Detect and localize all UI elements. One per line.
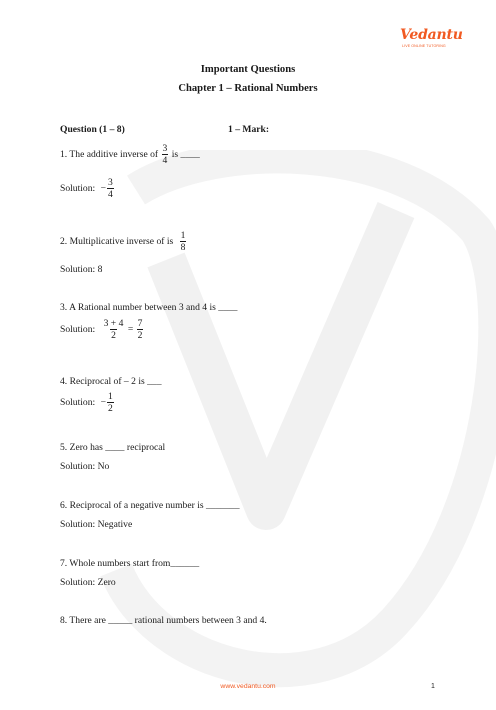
solution-3: Solution: $\frac{3 + 4}{2}$ = $\frac{7}{2}$ [60, 318, 143, 341]
fraction: $\frac{1}{2}$ [108, 391, 113, 414]
solution-7: Solution: Zero [60, 577, 116, 588]
question-2: 2. Multiplicative inverse of is $\frac{1}{8}$ [60, 230, 186, 253]
question-3: 3. A Rational number between 3 and 4 is ____ [60, 302, 238, 313]
vedantu-logo [398, 27, 463, 53]
fraction: $\frac{1}{8}$ [180, 230, 186, 253]
chapter-title: Chapter 1 – Rational Numbers [178, 83, 318, 94]
question-6: 6. Reciprocal of a negative number is _______ [60, 500, 240, 511]
page-title: Important Questions [200, 64, 296, 75]
solution-1: Solution: − $\frac{3}{4}$ [60, 177, 113, 200]
question-8: 8. There are _____ rational numbers between 3 and 4. [60, 615, 267, 626]
solution-5: Solution: No [60, 461, 110, 472]
fraction: $\frac{3}{4}$ [108, 177, 113, 200]
question-5: 5. Zero has ____ reciprocal [60, 442, 166, 453]
fraction: $\frac{3}{4}$ [162, 143, 168, 166]
section-label: Question (1 – 8) [60, 124, 125, 135]
fraction: $\frac{7}{2}$ [137, 318, 143, 341]
page-number: 1 [431, 683, 435, 690]
question-1: 1. The additive inverse of $\frac{3}{4}$ is ____ [60, 143, 200, 166]
fraction: $\frac{3 + 4}{2}$ [103, 318, 124, 341]
solution-6: Solution: Negative [60, 519, 133, 530]
footer-website-link[interactable]: www.vedantu.com [220, 683, 276, 690]
solution-4: Solution: − $\frac{1}{2}$ [60, 391, 113, 414]
question-4: 4. Reciprocal of – 2 is ___ [60, 376, 162, 387]
solution-2: Solution: 8 [60, 264, 103, 275]
logo-wordmark: Vedantu [400, 27, 463, 43]
marks-label: 1 – Mark: [228, 124, 270, 135]
question-7: 7. Whole numbers start from______ [60, 558, 200, 569]
logo-tagline: LIVE ONLINE TUTORING [402, 44, 446, 48]
